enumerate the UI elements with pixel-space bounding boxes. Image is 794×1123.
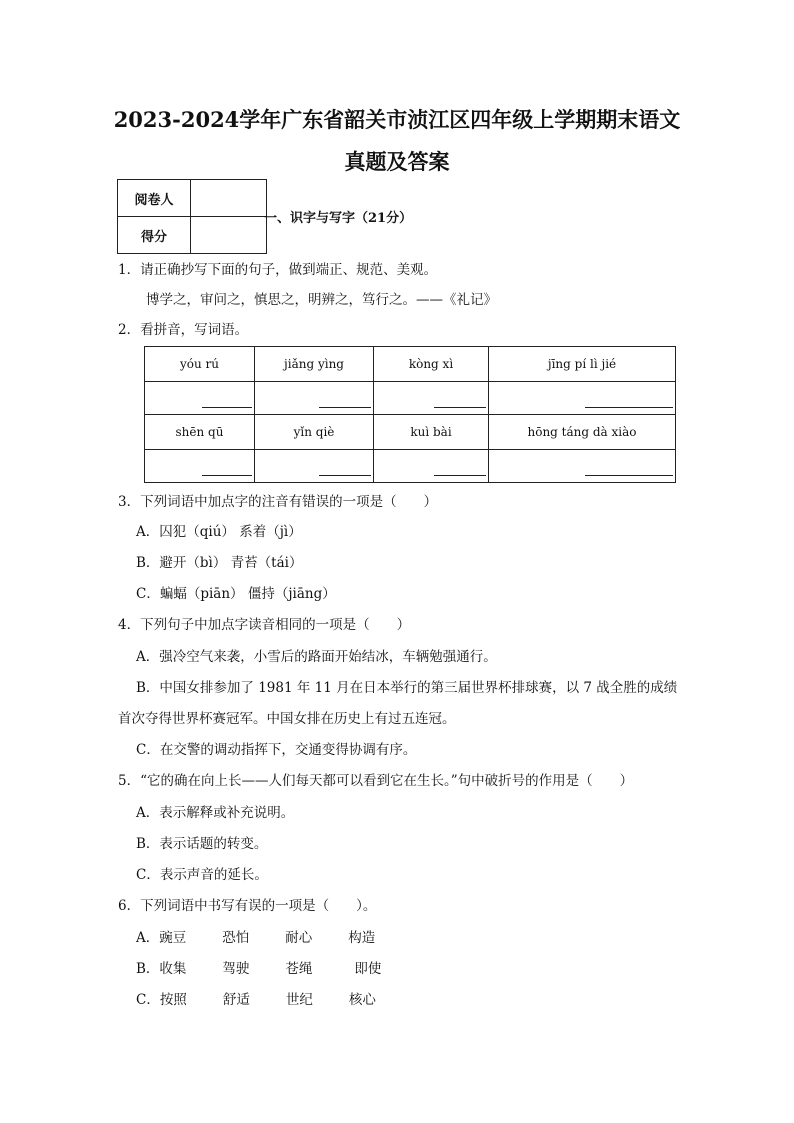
answer-cell bbox=[255, 382, 374, 415]
q6-word: 核心 bbox=[348, 992, 376, 1008]
q3-option-a: A．囚犯（qiú） 系着（jì） bbox=[136, 524, 302, 540]
answer-cell bbox=[255, 450, 374, 483]
pinyin-cell: yǐn qiè bbox=[255, 415, 374, 450]
pinyin-cell: jīng pí lì jié bbox=[489, 347, 676, 382]
q1-quote: 博学之，审问之，慎思之，明辨之，笃行之。——《礼记》 bbox=[146, 292, 497, 308]
pinyin-cell: shēn qū bbox=[145, 415, 255, 450]
pinyin-table bbox=[144, 346, 676, 483]
answer-cell bbox=[374, 450, 489, 483]
score-cell bbox=[191, 217, 267, 254]
answer-cell bbox=[374, 382, 489, 415]
q3-option-b: B．避开（bì） 青苔（tái） bbox=[136, 555, 303, 571]
document-title-line1: 2023-2024学年广东省韶关市浈江区四年级上学期期末语文 bbox=[113, 107, 681, 132]
grader-label: 阅卷人 bbox=[118, 180, 191, 217]
q4-option-a: A．强冷空气来袭，小雪后的路面开始结冰，车辆勉强通行。 bbox=[136, 649, 497, 665]
q5-stem: 5．“它的确在向上长——人们每天都可以看到它在生长。”句中破折号的作用是（ ） bbox=[118, 773, 634, 789]
answer-blank bbox=[585, 407, 673, 408]
q6-word: 构造 bbox=[348, 930, 376, 946]
q4-option-b-cont: 首次夺得世界杯赛冠军。中国女排在历史上有过五连冠。 bbox=[118, 711, 456, 727]
answer-blank bbox=[319, 407, 371, 408]
q4-option-c: C．在交警的调动指挥下，交通变得协调有序。 bbox=[136, 742, 417, 758]
document-title-line2: 真题及答案 bbox=[344, 149, 450, 174]
q6-stem: 6．下列词语中书写有误的一项是（ ）。 bbox=[118, 898, 377, 914]
q6-word: 恐怕 bbox=[222, 930, 250, 946]
q4-stem: 4．下列句子中加点字读音相同的一项是（ ） bbox=[118, 617, 411, 633]
answer-blank bbox=[202, 475, 252, 476]
q6-word: 舒适 bbox=[222, 992, 250, 1008]
pinyin-cell: kuì bài bbox=[374, 415, 489, 450]
q5-option-c: C．表示声音的延长。 bbox=[136, 867, 268, 883]
answer-blank bbox=[319, 475, 371, 476]
q6-word: C．按照 bbox=[136, 992, 187, 1008]
q4-option-b: B．中国女排参加了 1981 年 11 月在日本举行的第三届世界杯排球赛，以 7 战全胜的成绩 bbox=[136, 680, 678, 696]
answer-cell bbox=[489, 382, 676, 415]
grader-cell bbox=[191, 180, 267, 217]
q6-word: A．豌豆 bbox=[136, 930, 187, 946]
answer-blank bbox=[202, 407, 252, 408]
q6-option-b bbox=[136, 959, 381, 979]
pinyin-cell: hōng táng dà xiào bbox=[489, 415, 676, 450]
q6-option-a bbox=[136, 928, 375, 948]
section-heading: 一、识字与写字（21分） bbox=[264, 211, 413, 226]
score-label: 得分 bbox=[118, 217, 191, 254]
q2-stem: 2．看拼音，写词语。 bbox=[118, 322, 249, 338]
answer-blank bbox=[434, 407, 486, 408]
q6-word: 即使 bbox=[354, 961, 382, 977]
answer-cell bbox=[489, 450, 676, 483]
q6-option-c bbox=[136, 990, 376, 1010]
q6-word: 耐心 bbox=[285, 930, 313, 946]
answer-cell bbox=[145, 382, 255, 415]
q6-word: 苍绳 bbox=[285, 961, 313, 977]
answer-blank bbox=[585, 475, 673, 476]
q3-stem: 3．下列词语中加点字的注音有错误的一项是（ ） bbox=[118, 494, 438, 510]
q1-stem: 1．请正确抄写下面的句子，做到端正、规范、美观。 bbox=[118, 262, 438, 278]
q5-option-b: B．表示话题的转变。 bbox=[136, 836, 268, 852]
q6-word: 驾驶 bbox=[222, 961, 250, 977]
answer-cell bbox=[145, 450, 255, 483]
score-table bbox=[117, 179, 267, 254]
q3-option-c: C．蝙蝠（piān） 僵持（jiāng） bbox=[136, 586, 336, 602]
answer-blank bbox=[434, 475, 486, 476]
q6-word: B．收集 bbox=[136, 961, 187, 977]
q5-option-a: A．表示解释或补充说明。 bbox=[136, 805, 295, 821]
pinyin-cell: kòng xì bbox=[374, 347, 489, 382]
pinyin-cell: yóu rú bbox=[145, 347, 255, 382]
q6-word: 世纪 bbox=[285, 992, 313, 1008]
pinyin-cell: jiǎng yìng bbox=[255, 347, 374, 382]
